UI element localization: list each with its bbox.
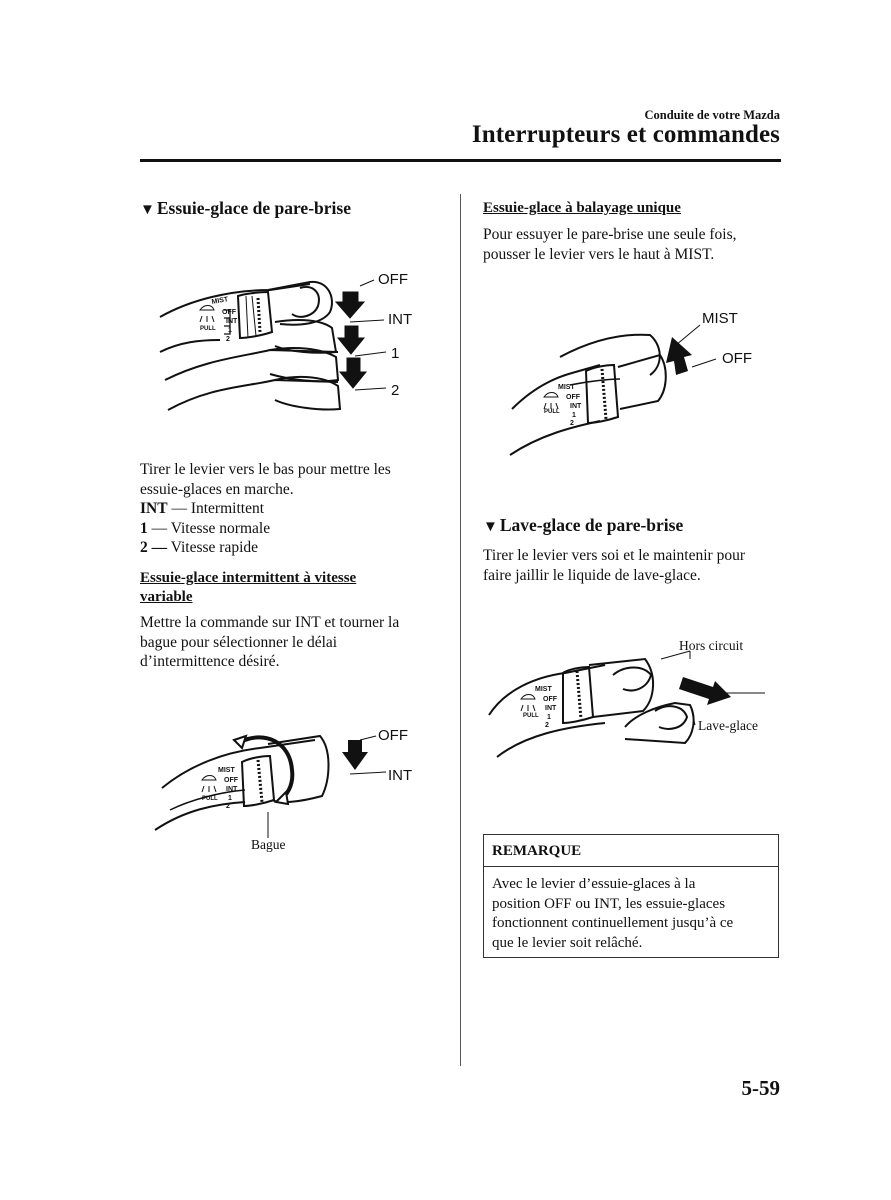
title-rule (140, 159, 781, 162)
wiper-lever-figure (150, 262, 430, 422)
down-arrow-icon (336, 292, 366, 388)
dial-off-label: OFF (222, 309, 236, 316)
text-line: essuie-glaces en marche. (140, 480, 294, 498)
wiper-ring-figure (150, 720, 430, 860)
single-sweep-body (483, 225, 783, 264)
fig2-caption-ring: Bague (251, 837, 286, 852)
note-box (483, 834, 779, 958)
wiper-intro (140, 460, 440, 558)
page-number: 5-59 (741, 1076, 780, 1100)
dial-off-label: OFF (543, 696, 557, 703)
mode-1 (140, 519, 440, 539)
section-heading-washer (483, 515, 683, 536)
dial-pull-label: PULL (202, 796, 218, 802)
triangle-icon: ▼ (140, 202, 155, 218)
fig1-int-label: INT (388, 311, 413, 328)
dial-pull-label: PULL (200, 326, 216, 332)
text-line: Avec le levier d’essuie-glaces à la (492, 876, 696, 892)
fig2-int-label: INT (388, 767, 413, 784)
right-arrow-icon (679, 677, 731, 705)
text-line: position OFF ou INT, les essuie-glaces (492, 895, 726, 912)
washer-icon (202, 776, 216, 793)
dial-mist-label: MIST (211, 296, 229, 306)
column-divider (460, 194, 461, 1066)
section-heading-wiper-text: Essuie-glace de pare-brise (156, 198, 351, 218)
mode-int (140, 499, 440, 519)
section-heading-wiper (140, 198, 351, 219)
subheading-intermittent (140, 569, 440, 607)
text-line: fonctionnent continuellement jusqu’à ce (492, 915, 734, 931)
down-arrow-icon (342, 740, 368, 770)
fig4-off-label: Hors circuit (679, 638, 744, 653)
dial-one-label: 1 (547, 714, 551, 721)
dial-one-label: 1 (228, 327, 232, 334)
fig4-on-label: Lave-glace (698, 718, 758, 733)
dial-pull-label: PULL (523, 713, 539, 719)
dial-one-label: 1 (228, 795, 232, 802)
dial-two-label: 2 (545, 722, 549, 729)
intermittent-body (140, 613, 450, 672)
note-body (492, 875, 777, 953)
text-line: Tirer le levier vers soi et le maintenir pour (483, 547, 745, 564)
mode-key: 2 — (140, 539, 168, 556)
dial-off-label: OFF (566, 394, 580, 401)
washer-icon (544, 393, 558, 410)
text-line: pousser le levier vers le haut à MIST. (483, 245, 715, 263)
fig1-one-label: 1 (391, 345, 400, 362)
mode-key: INT (140, 500, 168, 517)
dial-pull-label: PULL (544, 409, 560, 415)
dial-off-label: OFF (224, 777, 238, 784)
mode-2 (140, 538, 440, 558)
text-line: Essuie-glace intermittent à vitesse (140, 570, 357, 586)
text-line: variable (140, 589, 193, 605)
text-line: Tirer le levier vers le bas pour mettre les (140, 461, 391, 478)
washer-body (483, 546, 783, 585)
text-line: d’intermittence désiré. (140, 653, 280, 670)
text-line: Pour essuyer le pare-brise une seule fois, (483, 226, 737, 243)
dial-mist-label: MIST (535, 686, 552, 693)
fig3-off-label: OFF (722, 350, 752, 367)
mode-desc: Intermittent (190, 500, 264, 517)
dial-int-label: INT (226, 318, 238, 325)
dial-one-label: 1 (572, 412, 576, 419)
mode-sep: — (147, 519, 171, 537)
text-line: que le levier soit relâché. (492, 934, 643, 951)
dial-int-label: INT (570, 403, 582, 410)
fig2-off-label: OFF (378, 727, 408, 744)
fig1-two-label: 2 (391, 382, 400, 399)
washer-icon (200, 306, 214, 323)
mode-sep: — (167, 500, 191, 517)
section-heading-washer-text: Lave-glace de pare-brise (499, 515, 684, 535)
text-line: Mettre la commande sur INT et tourner la (140, 614, 400, 631)
triangle-icon: ▼ (483, 519, 498, 535)
dial-two-label: 2 (570, 420, 574, 427)
mode-desc: Vitesse rapide (170, 539, 259, 556)
dial-mist-label: MIST (218, 767, 235, 774)
washer-lever-figure (485, 635, 775, 765)
dial-int-label: INT (545, 705, 557, 712)
page-title: Interrupteurs et commandes (471, 121, 780, 148)
dial-two-label: 2 (226, 803, 230, 810)
dial-two-label: 2 (226, 336, 230, 343)
fig1-off-label: OFF (378, 271, 408, 288)
note-title: REMARQUE (484, 835, 778, 867)
text-line: bague pour sélectionner le délai (140, 633, 338, 651)
subheading-single-sweep: Essuie-glace à balayage unique (483, 200, 681, 216)
mode-desc: Vitesse normale (170, 519, 271, 537)
dial-int-label: INT (226, 786, 238, 793)
washer-icon (521, 695, 535, 712)
text-line: faire jaillir le liquide de lave-glace. (483, 566, 701, 584)
dial-mist-label: MIST (558, 384, 575, 391)
running-head: Conduite de votre Mazda (644, 108, 780, 122)
mode-key: 1 (140, 519, 148, 537)
fig3-mist-label: MIST (702, 310, 738, 327)
wiper-mist-figure (500, 305, 760, 465)
